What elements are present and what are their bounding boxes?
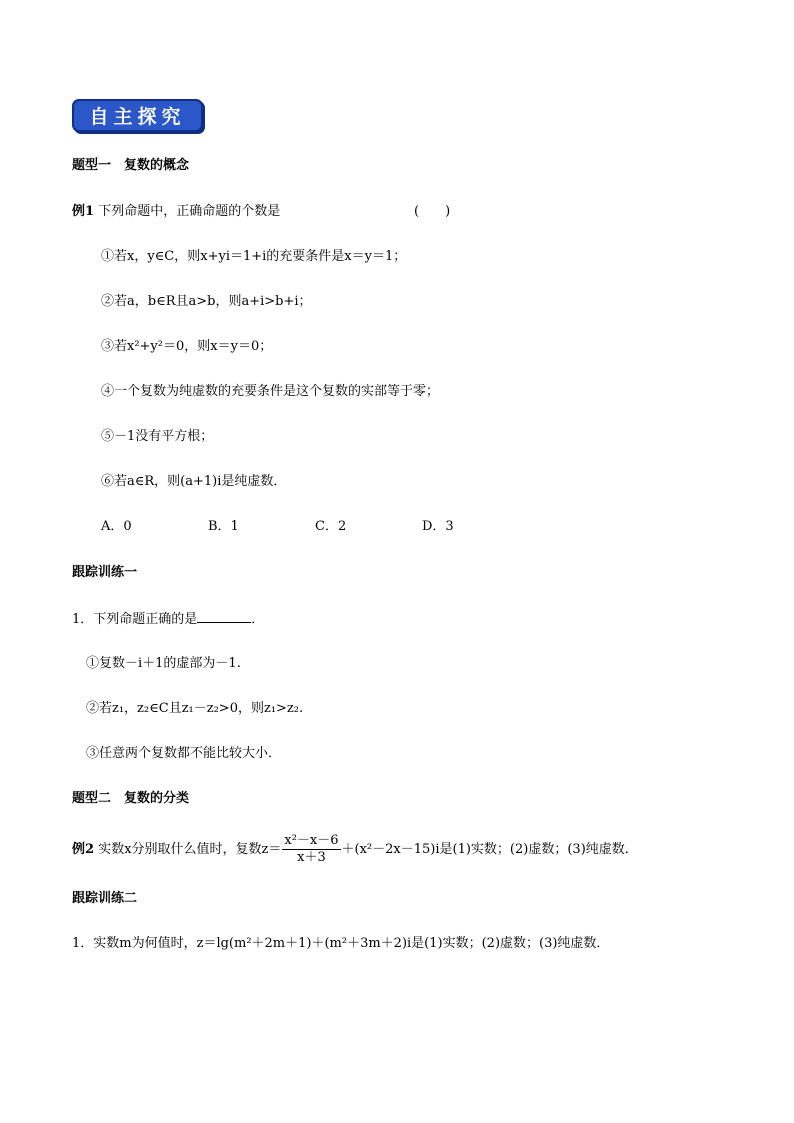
fraction-denominator: x＋3 [297, 850, 326, 865]
example2-question [72, 832, 638, 868]
practice1-question [72, 610, 264, 629]
example1-option-a: A．0 [101, 519, 132, 534]
practice2-title: 跟踪训练二 [72, 891, 138, 906]
practice1-title: 跟踪训练一 [72, 565, 138, 580]
example1-item-6: ⑥若a∈R，则(a+1)i是纯虚数． [101, 474, 287, 489]
practice1-item-1: ①复数－i＋1的虚部为－1. [86, 656, 241, 671]
example2-label: 例2 [72, 842, 95, 857]
example2-text-pre: 实数x分别取什么值时，复数z＝ [98, 842, 282, 857]
practice1-question-text: 1．下列命题正确的是 [72, 612, 198, 627]
practice2-question: 1．实数m为何值时，z＝lg(m²＋2m＋1)＋(m²＋3m＋2)i是(1)实数；(2)虚数；(3)纯虚数． [72, 936, 610, 951]
type2-title: 题型二 复数的分类 [72, 791, 190, 806]
example1-text: 下列命题中，正确命题的个数是 [98, 204, 281, 219]
example1-answer-paren: ( ) [414, 204, 451, 219]
practice1-item-3: ③任意两个复数都不能比较大小． [86, 746, 282, 761]
example1-item-3: ③若x²+y²＝0，则x＝y＝0； [101, 339, 273, 354]
example1-item-5: ⑤－1没有平方根； [101, 429, 214, 444]
example1-item-2: ②若a，b∈R且a>b，则a+i>b+i； [101, 294, 312, 309]
example1-item-1: ①若x，y∈C，则x+yi＝1+i的充要条件是x＝y＝1； [101, 249, 407, 264]
practice1-question-suffix: ． [251, 612, 265, 627]
example1-item-4: ④一个复数为纯虚数的充要条件是这个复数的实部等于零； [101, 384, 440, 399]
answer-blank [197, 610, 251, 623]
example1-option-c: C．2 [315, 519, 347, 534]
fraction-numerator: x²－x－6 [284, 833, 339, 848]
practice1-item-2: ②若z₁，z₂∈C且z₁－z₂>0，则z₁>z₂. [86, 701, 304, 716]
example2-fraction [282, 833, 340, 866]
example2-text-post: ＋(x²－2x－15)i是(1)实数；(2)虚数；(3)纯虚数． [341, 842, 638, 857]
example1-question [72, 203, 280, 221]
type1-title: 题型一 复数的概念 [72, 158, 190, 173]
example1-label: 例1 [72, 204, 95, 219]
example1-option-b: B．1 [208, 519, 239, 534]
section-banner: 自主探究 [72, 99, 203, 132]
example1-option-d: D．3 [422, 519, 454, 534]
